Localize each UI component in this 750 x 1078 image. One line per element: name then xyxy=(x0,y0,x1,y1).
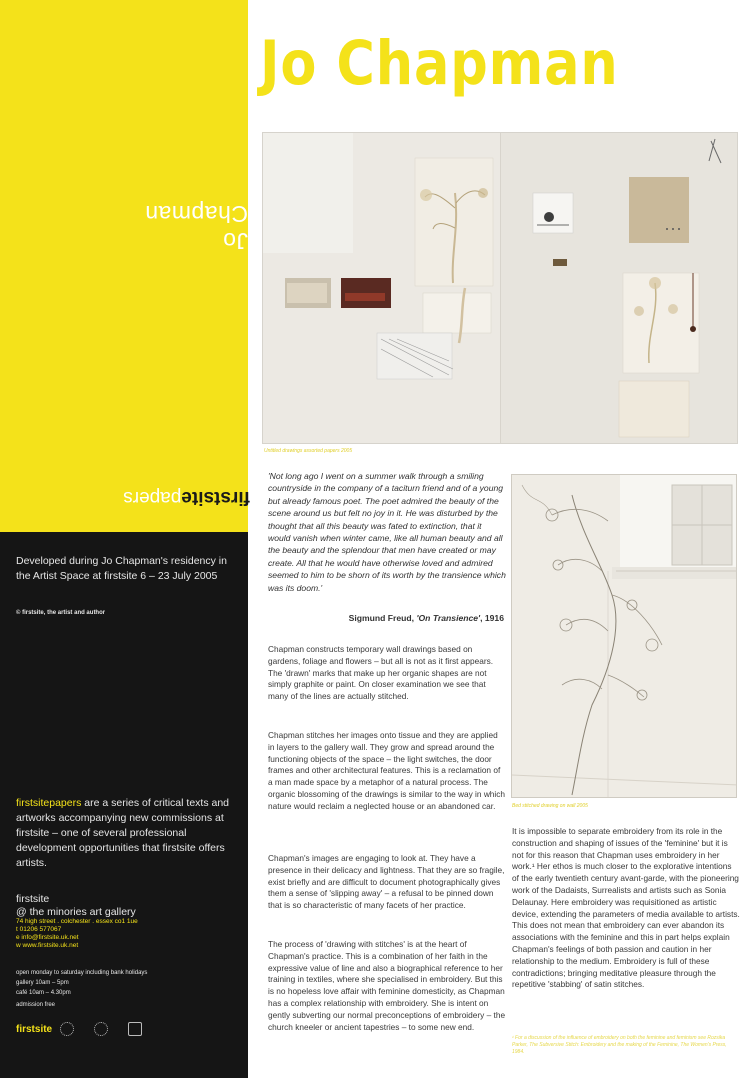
stitched-drawing-photo xyxy=(511,474,737,798)
funder-logo xyxy=(94,1022,108,1036)
quote-attribution xyxy=(268,613,504,623)
series-description xyxy=(16,796,238,871)
email-link[interactable]: e info@firstsite.uk.net xyxy=(16,934,79,941)
rotated-brand xyxy=(104,486,250,508)
hours-line: café 10am – 4.30pm xyxy=(16,990,71,996)
series-text: are a series of critical texts and artworks accompanying new commissions at firstsite – one of several professional development opportunities that firstsite offers artists. xyxy=(16,797,230,869)
copyright-note: © firstsite, the artist and author xyxy=(16,610,106,616)
gallery-name xyxy=(16,893,136,919)
dotted-circle-icon xyxy=(60,1022,74,1036)
hours-line: gallery 10am – 5pm xyxy=(16,980,69,986)
phone-line: t 01206 577067 xyxy=(16,926,62,933)
quote-year: , 1916 xyxy=(480,613,504,623)
wave-icon xyxy=(128,1022,142,1036)
gallery-address xyxy=(16,918,138,950)
admission-note: admission free xyxy=(16,1002,56,1008)
quote-author: Sigmund Freud, xyxy=(348,613,417,623)
portrait-icon xyxy=(94,1022,108,1036)
body-paragraph: Chapman's images are engaging to look at. They have a presence in their delicacy and lightness. That they are so fragile, exist briefly and are difficult to document photographically gives them a sense of 'slipping away' – a refusal to be pinned down that is so characteristic of many facets of her practice. xyxy=(268,853,505,911)
gallery-wall-photo xyxy=(262,132,738,444)
firstsite-logo: firstsite xyxy=(16,1024,53,1035)
website-link[interactable]: w www.firstsite.uk.net xyxy=(16,942,79,949)
gallery-line: @ the minories art gallery xyxy=(16,906,136,918)
rotated-brand-light: papers xyxy=(123,487,182,508)
gallery-line: firstsite xyxy=(16,893,50,905)
body-paragraph: The process of 'drawing with stitches' is at the heart of Chapman's practice. This is a combination of her faith in the expressive value of line and also a biographical reference to her training in textiles, where she specialised in embroidery. But this is no hopeless love affair with feminine domesticity, as Chapman has a complex relationship with embroidery. She is intent on gently subverting our normal preconceptions of embroidery – the church kneeler or ancient tapestries – to some new end. xyxy=(268,939,506,1032)
funder-logos xyxy=(60,1022,142,1036)
rotated-title: Jo Chapman xyxy=(144,201,248,254)
footnote: ¹ For a discussion of the influence of embroidery on both the feminine and feminism see Rozsika Parker, The Subversive Stitch: Embroidery and the making of the Feminine, The Women's Press, 1984. xyxy=(512,1035,727,1055)
page-title: Jo Chapman xyxy=(260,28,619,99)
body-paragraph-right: It is impossible to separate embroidery from its role in the construction and shaping of issues of the 'feminine' but it is not for this reason that Chapman uses embroidery in her work.¹ Her ethos is much closer to the explorative intentions of the early twentieth century avant-garde, with the pioneering work of the Dadaists, Surrealists and artists such as Sonia Delaunay. Here embroidery was requisitioned as artistic device, extending the parameters of media available to artists. This does not mean that embroidery can ever abandon its associations with the feminine and this in part helps explain Chapman's feelings of both passion and caution in her relationship to the medium. Embroidery is full of these contradictions; bringing meditative pleasure through the repetitive 'stabbing' of satin stitches. xyxy=(512,826,740,990)
hours-line: open monday to saturday including bank holidays xyxy=(16,970,148,976)
series-name: firstsitepapers xyxy=(16,797,82,809)
quote-work: 'On Transience' xyxy=(416,613,481,623)
photo-caption: Untitled drawings assorted papers 2005 xyxy=(264,448,353,454)
cover-yellow-panel xyxy=(0,0,248,532)
funder-logo xyxy=(60,1022,74,1036)
wall-corner-line xyxy=(500,133,501,443)
address-line: 74 high street . colchester . essex co1 1ue xyxy=(16,918,138,925)
body-paragraph: Chapman constructs temporary wall drawings based on gardens, foliage and flowers – but all is not as it first appears. The 'drawn' marks that make up her organic shapes are not simply graphite or paint. On closer examination we see that many of the lines are actually stitched. xyxy=(268,644,494,702)
photo-caption: Bed stitched drawing on wall 2005 xyxy=(512,803,588,809)
opening-hours xyxy=(16,968,147,998)
stitched-drawing-image xyxy=(512,475,737,798)
rotated-brand-bold: firstsite xyxy=(181,487,250,508)
body-paragraph: Chapman stitches her images onto tissue and they are applied in layers to the gallery wall. They grow and spread around the functioning objects of the space – the light switches, the door frames and other architectural features. This is a reclamation of a man made space by a metaphor of a natural process. The organic blossoming of the drawings is similar to the way in which nature would reclaim a neglected house or an abandoned car. xyxy=(268,730,506,811)
funder-logo xyxy=(128,1022,142,1036)
residency-note: Developed during Jo Chapman's residency in the Artist Space at firstsite 6 – 23 July 2005 xyxy=(16,555,227,582)
opening-quote: 'Not long ago I went on a summer walk through a smiling countryside in the company of a taciturn friend and of a young but already famous poet. The poet admired the beauty of the scene around us but felt no joy in it. He was disturbed by the thought that all this beauty was fated to extinction, that it would vanish when winter came, like all human beauty and all the beauty and the splendour that men have created or may create. All that he would have otherwise loved and admired seemed to him to be shorn of its worth by the transience which was its doom.' xyxy=(268,471,506,593)
info-black-panel xyxy=(0,532,248,1078)
